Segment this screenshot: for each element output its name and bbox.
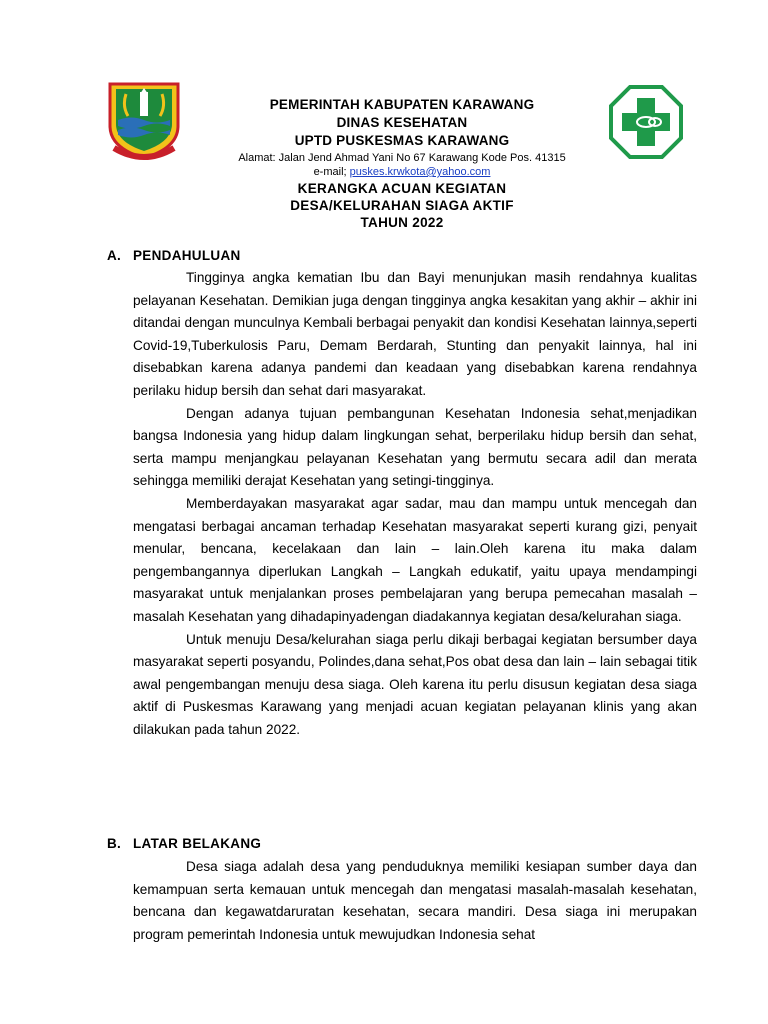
paragraph: Tingginya angka kematian Ibu dan Bayi menunjukan masih rendahnya kualitas pelayanan Kesehatan. Demikian juga dengan tingginya angka kesakitan yang akhir – akhir ini ditandai dengan munculnya Kembali berbagai penyakit dan kondisi Kesehatan lainnya,seperti Covid-19,Tuberkulosis Paru, Demam Berdarah, Stunting dan penyakit lainnya, hal ini disebabkan karena adanya pandemi dan keadaan yang disebabkan karena rendahnya perilaku hidup bersih dan sehat dari masyarakat. [133,270,697,398]
section-body-b [133,856,697,946]
document-title [200,180,604,231]
section-title: LATAR BELAKANG [133,836,262,851]
title-line-1: KERANGKA ACUAN KEGIATAN [297,181,507,196]
section-letter: B. [107,836,122,851]
letterhead-government: PEMERINTAH KABUPATEN KARAWANG [269,97,535,112]
title-line-2: DESA/KELURAHAN SIAGA AKTIF [290,198,514,213]
letterhead-puskesmas: UPTD PUSKESMAS KARAWANG [294,133,510,148]
letterhead-department: DINAS KESEHATAN [336,115,468,130]
section-title: PENDAHULUAN [133,248,241,263]
title-line-3: TAHUN 2022 [360,215,444,230]
email-label: e-mail; [313,166,347,178]
section-heading-a [107,248,241,263]
paragraph: Untuk menuju Desa/kelurahan siaga perlu dikaji berbagai kegiatan bersumber daya masyarakat seperti posyandu, Polindes,dana sehat,Pos obat desa dan lain – lain sebagai titik awal pengembangan menuju desa siaga. Oleh karena itu perlu disusun kegiatan desa siaga aktif di Puskesmas Karawang yang menjadi acuan kegiatan pelayanan klinis yang akan dilakukan pada tahun 2022. [133,631,697,737]
letterhead [200,96,604,179]
section-letter: A. [107,248,122,263]
paragraph: Desa siaga adalah desa yang penduduknya memiliki kesiapan sumber daya dan kemampuan serta kemauan untuk mencegah dan mengatasi masalah-masalah kesehatan, bencana dan kegawatdaruratan kesehatan, secara mandiri. Desa siaga ini merupakan program pemerintah Indonesia untuk mewujudkan Indonesia sehat [133,859,697,942]
section-body-a [133,267,697,741]
email-link[interactable]: puskes.krwkota@yahoo.com [349,166,491,178]
paragraph: Dengan adanya tujuan pembangunan Kesehatan Indonesia sehat,menjadikan bangsa Indonesia yang hidup dalam lingkungan sehat, berperilaku hidup bersih dan sehat, serta mampu menjangkau pelayanan Kesehatan yang bermutu secara adil dan merata sehingga memiliki derajat Kesehatan yang setingi-tingginya. [133,405,697,489]
letterhead-address: Alamat: Jalan Jend Ahmad Yani No 67 Karawang Kode Pos. 41315 [238,152,566,164]
puskesmas-logo [608,84,684,160]
karawang-crest-logo [104,80,184,162]
section-heading-b [107,836,261,851]
letterhead-email-line [200,165,604,179]
paragraph: Memberdayakan masyarakat agar sadar, mau dan mampu untuk mencegah dan mengatasi berbagai ancaman terhadap Kesehatan masyarakat seperti kurang gizi, penyait menular, bencana, kecelakaan dan lain – lain.Oleh karena itu maka dalam pengembangannya diperlukan Langkah – Langkah edukatif, yaitu upaya mendampingi masyarakat untuk menjalankan proses pembelajaran yang berupa pemecahan masalah – masalah Kesehatan yang dihadapinyadengan diadakannya kegiatan desa/kelurahan siaga. [133,495,697,624]
